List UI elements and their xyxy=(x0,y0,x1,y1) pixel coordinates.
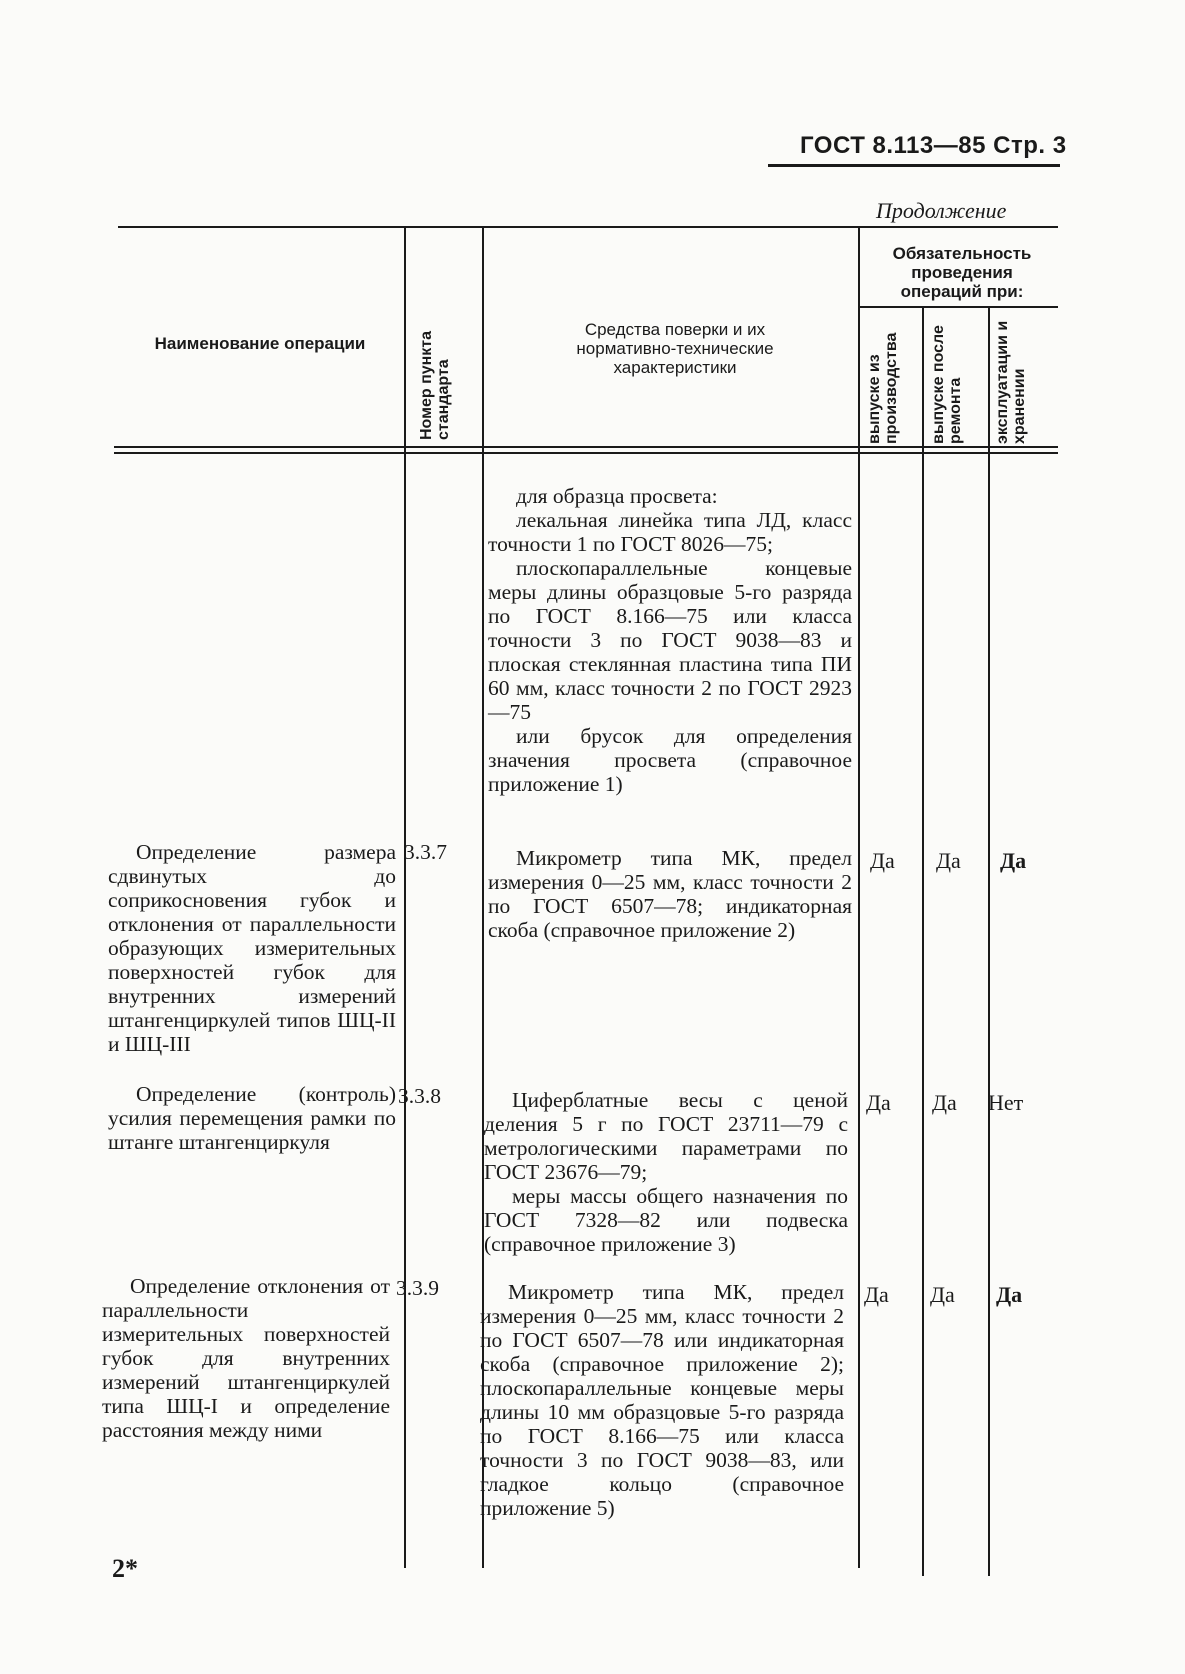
table-top-rule xyxy=(118,226,1058,228)
row-storage: Да xyxy=(996,1282,1023,1307)
header-obligation: Обязательность проведения операций при: xyxy=(892,244,1032,301)
row-clause: 3.3.8 xyxy=(398,1084,441,1108)
means-cont-line: лекальная линейка типа ЛД, класс точности 1 по ГОСТ 8026—75; xyxy=(488,508,852,556)
header-sub-storage: эксплуатации и хранении xyxy=(994,320,1028,444)
row-operation xyxy=(102,1274,390,1442)
row-means xyxy=(484,1088,848,1256)
row-clause: 3.3.9 xyxy=(396,1276,439,1300)
header-sub-production: выпуске из производства xyxy=(866,332,900,444)
row-repair: Да xyxy=(932,1090,957,1115)
header-sub-production-box xyxy=(866,316,920,444)
row-means-text: Циферблатные весы с ценой деления 5 г по ГОСТ 23711—79 с метрологическими параметрами по ГОСТ 23676—79; xyxy=(484,1088,848,1184)
means-cont-line: или брусок для определения значения просвета (справочное приложение 1) xyxy=(488,724,852,796)
continuation-label: Продолжение xyxy=(876,198,1007,223)
row-operation-text: Определение (контроль) усилия перемещения рамки по штанге штангенциркуля xyxy=(108,1082,396,1154)
obligation-sub-rule xyxy=(860,306,1058,308)
means-cont-line: плоскопараллельные концевые меры длины образцовые 5-го разряда по ГОСТ 8.166—75 или класса точности 3 по ГОСТ 9038—83 и плоская стеклянная пластина типа ПИ 60 мм, класс точности 2 по ГОСТ 2923—75 xyxy=(488,556,852,724)
row-means-text: Микрометр типа МК, предел измерения 0—25 мм, класс точности 2 по ГОСТ 6507—78 или индикаторная скоба (справочное приложение 2); плоскопараллельные концевые меры длины 10 мм образцовые 5-го разряда по ГОСТ 8.166—75 или класса точности 3 по ГОСТ 9038—83, или гладкое кольцо (справочное приложение 5) xyxy=(480,1280,844,1520)
row-operation xyxy=(108,840,396,1056)
row-operation-text: Определение отклонения от параллельности измерительных поверхностей губок для внутренних измерений штангенциркулей типа ШЦ-I и определение расстояния между ними xyxy=(102,1274,390,1442)
row-production: Да xyxy=(864,1282,889,1307)
header-means: Средства поверки и их нормативно-технические характеристики xyxy=(576,320,774,377)
row-clause: 3.3.7 xyxy=(404,840,447,864)
col-divider-5 xyxy=(988,306,990,1576)
row-operation-text: Определение размера сдвинутых до соприкосновения губок и отклонения от параллельности образующих измерительных поверхностей губок для внутренних измерений штангенциркулей типов ШЦ-II и ШЦ-III xyxy=(108,840,396,1056)
row-operation xyxy=(108,1082,396,1154)
row-storage: Да xyxy=(1000,848,1027,873)
page-signature-mark: 2* xyxy=(112,1554,138,1583)
row-means xyxy=(480,1280,844,1520)
header-sub-repair-box xyxy=(930,316,984,444)
col-divider-4 xyxy=(922,306,924,1576)
header-clause: Номер пункта стандарта xyxy=(418,330,452,440)
row-production: Да xyxy=(870,848,895,873)
means-continuation xyxy=(488,484,852,796)
header-clause-box xyxy=(418,300,466,440)
header-operation: Наименование операции xyxy=(154,334,366,353)
means-cont-line: для образца просвета: xyxy=(516,484,718,508)
row-production: Да xyxy=(866,1090,891,1115)
header-rule xyxy=(768,164,1060,167)
row-repair: Да xyxy=(936,848,961,873)
row-storage: Нет xyxy=(988,1090,1024,1115)
header-sub-repair: выпуске после ремонта xyxy=(930,325,964,444)
header-sub-storage-box xyxy=(994,316,1052,444)
header-bottom-rule-2 xyxy=(114,452,1058,454)
col-divider-3 xyxy=(858,228,860,1568)
header-bottom-rule xyxy=(114,446,1058,448)
row-repair: Да xyxy=(930,1282,955,1307)
row-means xyxy=(488,846,852,942)
row-means-text: Микрометр типа МК, предел измерения 0—25 мм, класс точности 2 по ГОСТ 6507—78; индикаторная скоба (справочное приложение 2) xyxy=(488,846,852,942)
row-means-text-2: меры массы общего назначения по ГОСТ 7328—82 или подвеска (справочное приложение 3) xyxy=(484,1184,848,1256)
page-header-title: ГОСТ 8.113—85 Стр. 3 xyxy=(800,132,1067,159)
col-divider-1 xyxy=(404,228,406,1568)
